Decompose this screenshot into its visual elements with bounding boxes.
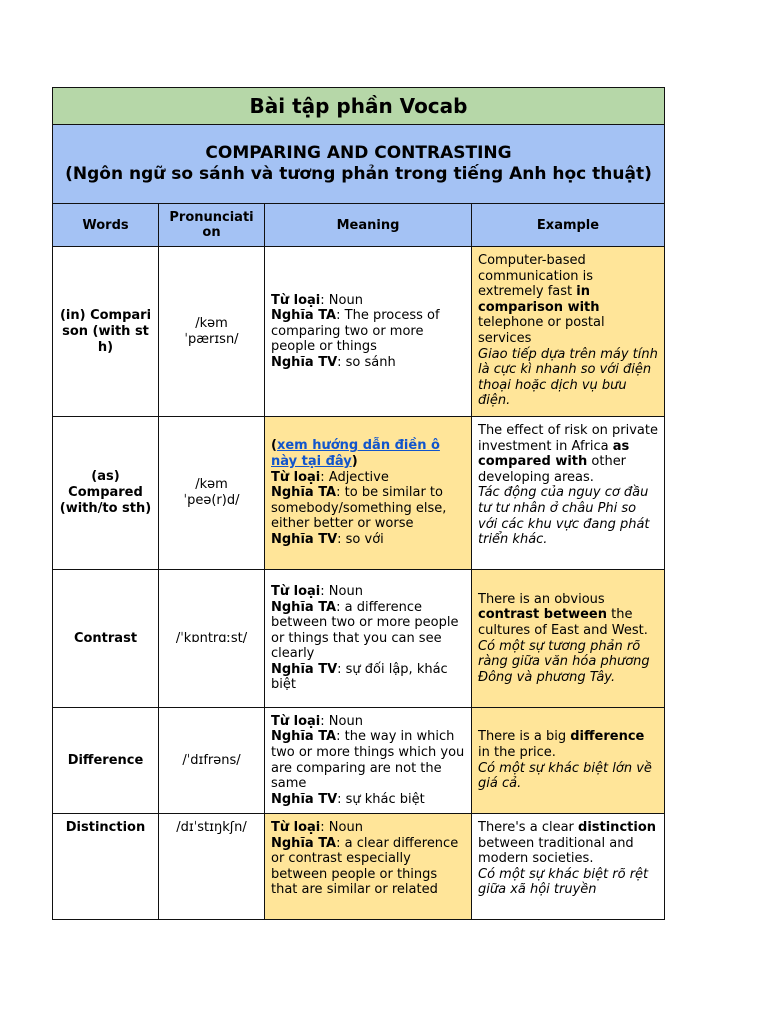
example-text-end: between traditional and modern societies.	[478, 835, 634, 867]
example-cell	[472, 814, 665, 920]
table-row	[53, 708, 665, 814]
word-cell: Difference	[53, 708, 159, 814]
example-cell	[472, 247, 665, 417]
header-row	[53, 204, 665, 247]
example-cell	[472, 708, 665, 814]
meaning-vn-value: : so sánh	[337, 354, 396, 370]
table-row	[53, 814, 665, 920]
example-cell	[472, 570, 665, 708]
meaning-vn-value: : sự đối lập, khác biệt	[271, 661, 448, 693]
example-translation: Giao tiếp dựa trên máy tính là cực kì nhanh so với điện thoại hoặc dịch vụ bưu điện.	[478, 346, 658, 409]
table-row	[53, 247, 665, 417]
example-text: There's a clear	[478, 820, 579, 835]
word-type-value: : Noun	[320, 292, 363, 308]
vocab-sheet	[52, 87, 664, 920]
subtitle-row	[53, 125, 665, 204]
header-example: Example	[472, 204, 665, 247]
word-type-label: Từ loại	[271, 583, 321, 599]
meaning-vn-value: : so với	[337, 531, 384, 547]
example-key-phrase: difference	[570, 729, 645, 745]
vocab-table	[52, 87, 665, 920]
meaning-vn-value: : sự khác biệt	[337, 791, 425, 807]
word-type-label: Từ loại	[271, 820, 321, 835]
guide-link[interactable]: xem hướng dẫn điền ô này tại đây	[271, 438, 440, 470]
guide-link-open: (	[271, 438, 277, 454]
example-text: Computer-based communication is extremely fast	[478, 253, 594, 300]
word-type-value: : Noun	[320, 583, 363, 599]
word-type-label: Từ loại	[271, 292, 321, 308]
example-translation: Có một sự khác biệt lớn về giá cả.	[478, 760, 652, 792]
example-translation: Tác động của nguy cơ đầu tư tư nhân ở châu Phi so với các khu vực đang phát triển khác.	[478, 485, 650, 548]
sheet-subtitle	[53, 125, 665, 204]
example-text-end: in the price.	[478, 744, 556, 760]
pronunciation-cell: /kəmˈpeə(r)d/	[159, 417, 265, 570]
word-cell	[53, 247, 159, 417]
sheet-title: Bài tập phần Vocab	[53, 88, 665, 125]
word-type-value: : Noun	[320, 713, 363, 729]
meaning-vn-label: Nghĩa TV	[271, 661, 338, 677]
title-row	[53, 88, 665, 125]
example-text-end: the cultures of East and West.	[478, 607, 648, 638]
table-row	[53, 417, 665, 570]
meaning-cell	[265, 570, 472, 708]
example-text: The effect of risk on private investment in Africa	[478, 423, 658, 454]
word-cell: Contrast	[53, 570, 159, 708]
example-text: There is an obvious	[478, 591, 605, 607]
example-cell	[472, 417, 665, 570]
example-text-end: other developing areas.	[478, 454, 627, 485]
meaning-en-label: Nghĩa TA	[271, 835, 337, 851]
meaning-en-value: : The process of comparing two or more people or things	[271, 308, 440, 355]
word-cell: (as) Compared (with/to sth)	[53, 417, 159, 570]
meaning-cell	[265, 814, 472, 920]
example-key-phrase: in comparison with	[478, 284, 600, 315]
meaning-vn-label: Nghĩa TV	[271, 791, 338, 807]
word-cell: Distinction	[53, 814, 159, 920]
pronunciation-cell: /ˈdɪfrəns/	[159, 708, 265, 814]
meaning-en-label: Nghĩa TA	[271, 599, 337, 615]
meaning-vn-label: Nghĩa TV	[271, 531, 338, 547]
word-text: (in) Comparison (with sth)	[59, 307, 152, 355]
meaning-en-value: : a difference between two or more people or things that you can see clearly	[271, 599, 459, 662]
example-text: There is a big	[478, 729, 571, 745]
header-pronunciation	[159, 204, 265, 247]
meaning-en-label: Nghĩa TA	[271, 729, 337, 745]
meaning-cell	[265, 708, 472, 814]
example-key-phrase: distinction	[578, 820, 657, 835]
header-pronunciation-label: Pronunciation	[169, 210, 254, 240]
meaning-en-value: : the way in which two or more things which you are comparing are not the same	[271, 729, 465, 792]
subtitle-line-1: COMPARING AND CONTRASTING	[205, 143, 512, 163]
meaning-en-label: Nghĩa TA	[271, 485, 337, 501]
guide-link-close: )	[351, 454, 358, 470]
example-key-phrase: contrast between	[478, 607, 608, 623]
header-meaning: Meaning	[265, 204, 472, 247]
word-type-label: Từ loại	[271, 469, 321, 485]
pronunciation-cell: /kəmˈpærɪsn/	[159, 247, 265, 417]
word-type-label: Từ loại	[271, 713, 321, 729]
pronunciation-cell: /dɪˈstɪŋkʃn/	[159, 814, 265, 920]
table-row	[53, 570, 665, 708]
word-type-value: : Adjective	[320, 469, 389, 485]
subtitle-line-2: (Ngôn ngữ so sánh và tương phản trong tiếng Anh học thuật)	[65, 164, 652, 184]
meaning-en-label: Nghĩa TA	[271, 308, 337, 324]
example-text-end: telephone or postal services	[478, 315, 605, 346]
example-key-phrase: as compared with	[478, 438, 630, 470]
word-type-value: : Noun	[320, 820, 363, 835]
example-translation: Có một sự khác biệt rõ rệt giữa xã hội truyền	[478, 866, 649, 898]
meaning-en-value: : to be similar to somebody/something else, either better or worse	[271, 485, 447, 532]
example-translation: Có một sự tương phản rõ ràng giữa văn hóa phương Đông và phương Tây.	[478, 638, 650, 685]
pronunciation-cell: /ˈkɒntrɑːst/	[159, 570, 265, 708]
header-words: Words	[53, 204, 159, 247]
meaning-en-value: : a clear difference or contrast especially between people or things that are similar or related	[271, 835, 459, 898]
meaning-cell	[265, 247, 472, 417]
meaning-cell	[265, 417, 472, 570]
meaning-vn-label: Nghĩa TV	[271, 354, 338, 370]
